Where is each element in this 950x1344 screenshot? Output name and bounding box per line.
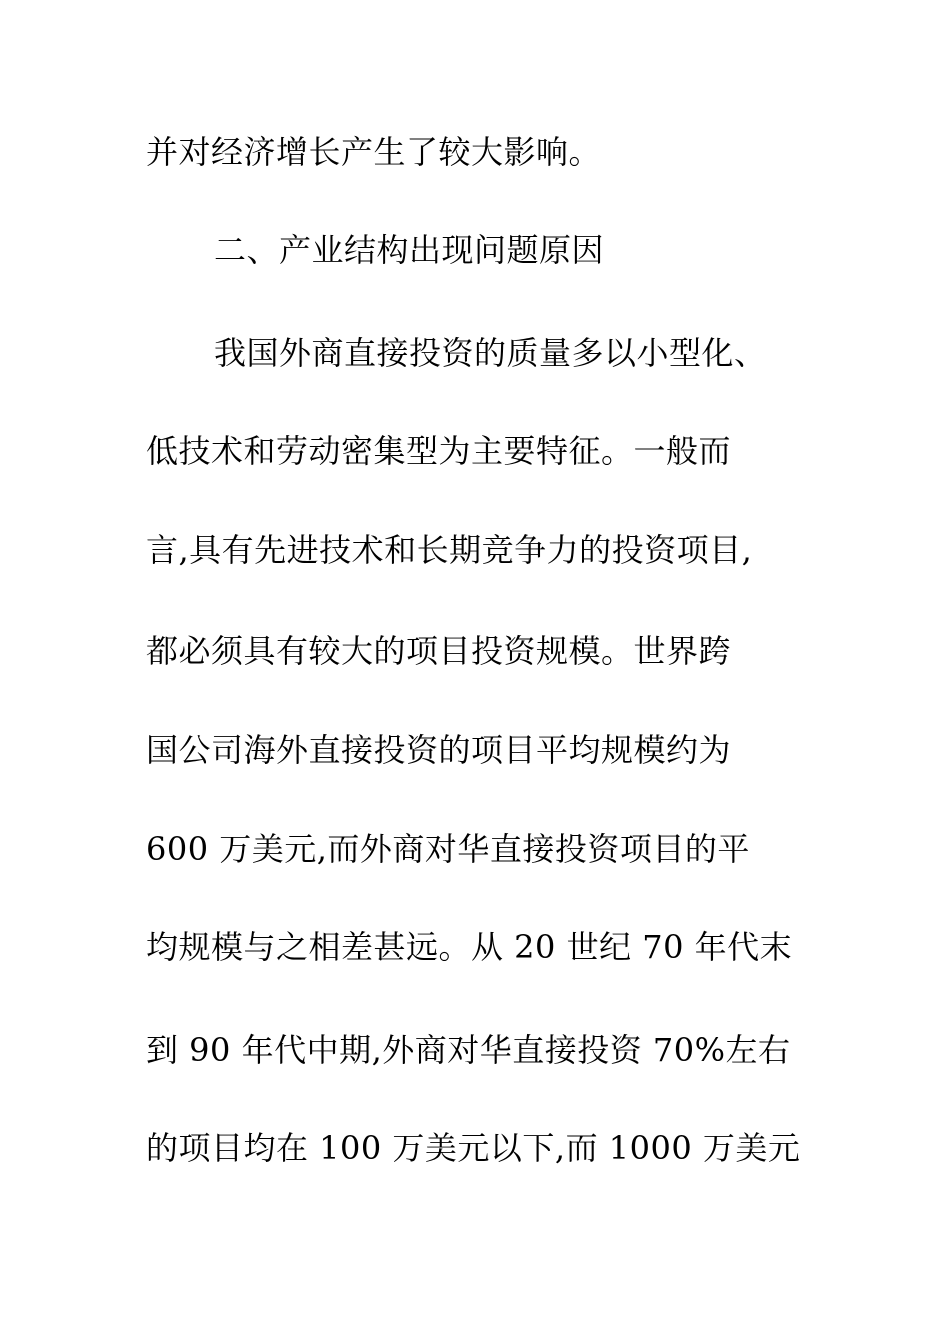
paragraph-line: 均规模与之相差甚远。从 20 世纪 70 年代末 (146, 928, 793, 966)
paragraph-line: 600 万美元,而外商对华直接投资项目的平 (146, 830, 750, 868)
paragraph-line: 言,具有先进技术和长期竞争力的投资项目, (146, 531, 753, 569)
paragraph-line: 国公司海外直接投资的项目平均规模约为 (146, 731, 732, 769)
section-heading: 二、产业结构出现问题原因 (214, 231, 605, 269)
paragraph-line: 低技术和劳动密集型为主要特征。一般而 (146, 432, 732, 470)
paragraph-line: 我国外商直接投资的质量多以小型化、 (214, 334, 767, 372)
paragraph-line: 并对经济增长产生了较大影响。 (146, 133, 602, 171)
paragraph-line: 到 90 年代中期,外商对华直接投资 70%左右 (146, 1031, 791, 1069)
paragraph-line: 都必须具有较大的项目投资规模。世界跨 (146, 632, 732, 670)
paragraph-line: 的项目均在 100 万美元以下,而 1000 万美元 (146, 1129, 801, 1167)
